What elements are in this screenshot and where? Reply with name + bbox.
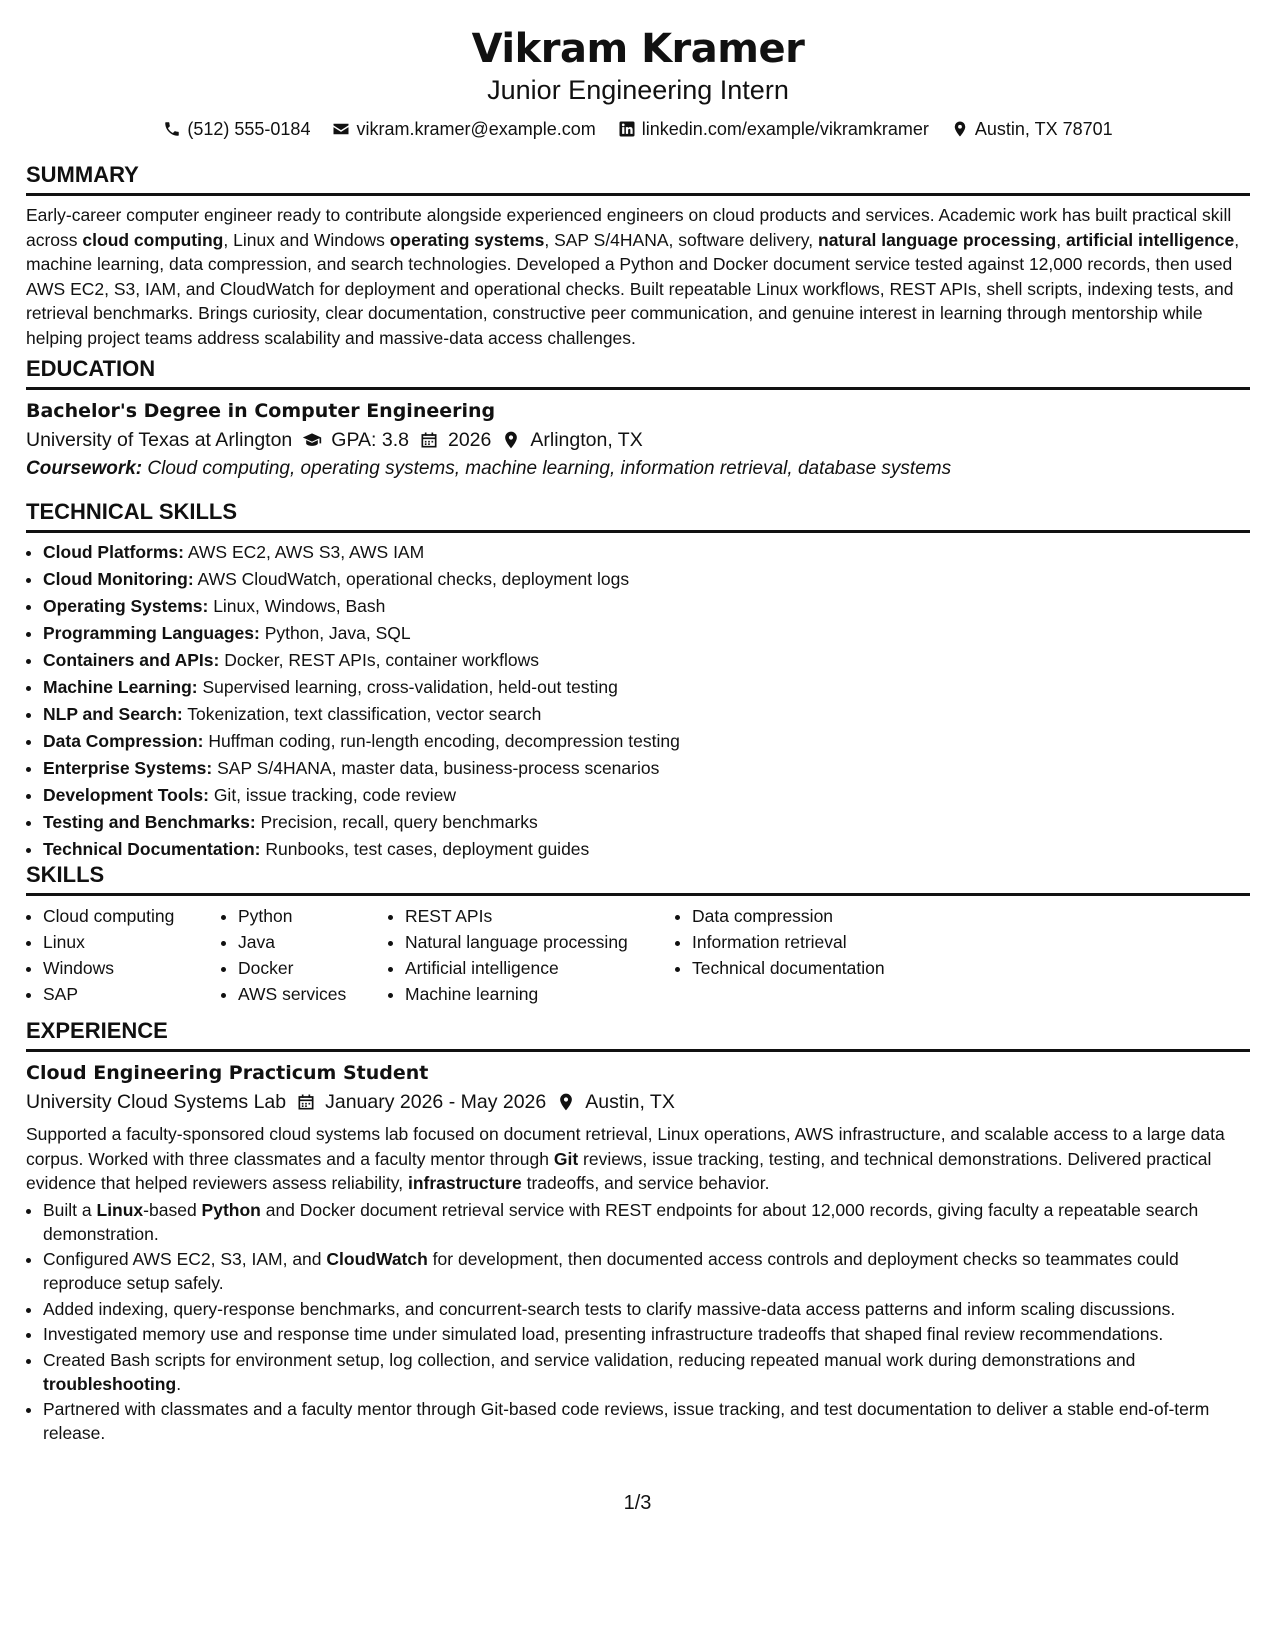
skill-values: Tokenization, text classification, vector search	[182, 704, 542, 724]
section-title-experience: EXPERIENCE	[26, 1018, 1250, 1052]
section-title-summary: SUMMARY	[26, 162, 1250, 196]
section-title-education: EDUCATION	[26, 356, 1250, 390]
job-dates-text: January 2026 - May 2026	[325, 1091, 547, 1113]
list-item	[43, 1247, 1250, 1295]
experience-section	[26, 1018, 1250, 1447]
map-pin-icon	[501, 430, 521, 450]
job-meta	[26, 1088, 1250, 1116]
summary-text-part: , SAP S/4HANA, software delivery,	[544, 229, 818, 250]
skills-column	[221, 903, 388, 1007]
skills-columns	[26, 903, 1250, 1007]
list-item	[43, 620, 1250, 647]
summary-highlight: cloud computing	[82, 229, 224, 250]
list-item: • Added indexing, query-response benchmarks, and concurrent-search tests to clarify massive-data access patterns and inform scaling discussions.	[43, 1297, 1250, 1321]
bullet-highlight: troubleshooting	[43, 1373, 177, 1394]
bullet-text-part: Configured AWS EC2, S3, IAM, and	[43, 1249, 327, 1269]
skill-category: Enterprise Systems:	[43, 758, 213, 778]
email-text: vikram.kramer@example.com	[356, 119, 596, 139]
technical-skills-section	[26, 499, 1250, 863]
job-bullets	[26, 1198, 1250, 1446]
summary-text-part: Early-career computer engineer ready to contribute alongside experienced engineers on cloud products and services. Academic work has built practical skill across	[26, 205, 1232, 250]
education-meta	[26, 426, 1250, 454]
coursework-text: Cloud computing, operating systems, machine learning, information retrieval, database systems	[142, 458, 952, 479]
list-item: • Windows	[43, 955, 221, 981]
calendar-icon	[419, 430, 439, 450]
list-item: • Technical documentation	[692, 955, 992, 981]
summary-text-part: ,	[1056, 229, 1066, 250]
summary-text-part: , machine learning, data compression, and search technologies. Developed a Python and Docker document service tested against 12,000 records, then used AWS EC2, S3, IAM, and CloudWatch for deployment and operational checks. Built repeatable Linux workflows, REST APIs, shell scripts, indexing tests, and retrieval benchmarks. Brings curiosity, clear documentation, constructive peer communication, and genuine interest in learning through mentorship while helping project teams address scalability and massive-data access challenges.	[26, 229, 1240, 348]
list-item	[43, 701, 1250, 728]
job-text-part: Supported a faculty-sponsored cloud systems lab focused on document retrieval, Linux operations, AWS infrastructure, and scalable access to a large data corpus. Worked with three classmates and a faculty mentor through	[26, 1124, 1225, 1169]
graduation-year	[419, 426, 491, 454]
coursework	[26, 455, 1250, 483]
envelope-icon	[332, 120, 350, 138]
list-item: • Docker	[238, 955, 388, 981]
year-text: 2026	[447, 429, 492, 451]
summary-text-part: , Linux and Windows	[223, 229, 390, 250]
skill-category: Containers and APIs:	[43, 650, 220, 670]
list-item	[43, 674, 1250, 701]
candidate-role: Junior Engineering Intern	[487, 75, 789, 105]
phone-text: (512) 555-0184	[187, 119, 311, 139]
skill-category: Programming Languages:	[43, 623, 260, 643]
skill-values: AWS EC2, AWS S3, AWS IAM	[183, 542, 425, 562]
job-location	[556, 1088, 675, 1116]
skill-values: AWS CloudWatch, operational checks, deployment logs	[193, 569, 630, 589]
phone-icon	[163, 120, 181, 138]
list-item: • REST APIs	[405, 903, 675, 929]
summary-text	[26, 203, 1250, 350]
bullet-text-part: Created Bash scripts for environment setup, log collection, and service validation, reducing repeated manual work during demonstrations and	[43, 1349, 1136, 1370]
list-item: • AWS services	[238, 981, 388, 1007]
organization-text: University Cloud Systems Lab	[26, 1091, 287, 1113]
list-item	[43, 755, 1250, 782]
list-item	[43, 1348, 1250, 1396]
list-item: • Java	[238, 929, 388, 955]
bullet-text-part: -based	[143, 1199, 202, 1220]
skill-category: Machine Learning:	[43, 677, 198, 697]
skill-values: Runbooks, test cases, deployment guides	[260, 839, 590, 859]
skill-values: Supervised learning, cross-validation, held-out testing	[197, 677, 618, 697]
bullet-text-part: for development, then documented access controls and deployment checks so teammates could reproduce setup safely.	[43, 1249, 1179, 1293]
resume-header	[26, 0, 1250, 141]
linkedin-icon	[618, 120, 636, 138]
list-item	[43, 836, 1250, 863]
bullet-text-part: and Docker document retrieval service with REST endpoints for about 12,000 records, giving faculty a repeatable search demonstration.	[43, 1199, 1199, 1244]
skill-category: Operating Systems:	[43, 596, 209, 616]
list-item: • Python	[238, 903, 388, 929]
list-item	[43, 1198, 1250, 1246]
calendar-icon	[296, 1092, 316, 1112]
gpa-text: GPA: 3.8	[331, 429, 409, 451]
skill-category: NLP and Search:	[43, 704, 183, 724]
organization	[26, 1088, 286, 1116]
summary-highlight: operating systems	[389, 229, 545, 250]
list-item: • Natural language processing	[405, 929, 675, 955]
skill-category: Testing and Benchmarks:	[43, 812, 256, 832]
list-item	[43, 728, 1250, 755]
summary-highlight: artificial intelligence	[1065, 229, 1235, 250]
list-item: • Linux	[43, 929, 221, 955]
skill-category: Technical Documentation:	[43, 839, 261, 859]
job-text-part: reviews, issue tracking, testing, and technical demonstrations. Delivered practical evidence that helped reviewers assess reliability,	[26, 1148, 1212, 1193]
list-item: • Partnered with classmates and a faculty mentor through Git-based code reviews, issue tracking, and test documentation to deliver a stable end-of-term release.	[43, 1397, 1250, 1445]
contact-line	[26, 117, 1250, 141]
list-item	[43, 566, 1250, 593]
school-text: University of Texas at Arlington	[26, 429, 293, 451]
contact-phone[interactable]	[163, 117, 310, 141]
job-title: Cloud Engineering Practicum Student	[26, 1062, 429, 1084]
skill-values: Precision, recall, query benchmarks	[255, 812, 538, 832]
skill-values: Git, issue tracking, code review	[208, 785, 456, 805]
summary-section	[26, 162, 1250, 350]
list-item: • Machine learning	[405, 981, 675, 1007]
skill-values: Python, Java, SQL	[259, 623, 411, 643]
list-item: • Information retrieval	[692, 929, 992, 955]
list-item: • Investigated memory use and response time under simulated load, presenting infrastructure tradeoffs that shaped final review recommendations.	[43, 1322, 1250, 1346]
skill-category: Development Tools:	[43, 785, 209, 805]
skill-category: Cloud Platforms:	[43, 542, 184, 562]
list-item: • SAP	[43, 981, 221, 1007]
list-item	[43, 782, 1250, 809]
job-highlight: infrastructure	[407, 1173, 522, 1193]
skill-values: Docker, REST APIs, container workflows	[219, 650, 539, 670]
bullet-highlight: Python	[201, 1199, 261, 1220]
skill-values: Linux, Windows, Bash	[208, 596, 386, 616]
job-location-text: Austin, TX	[585, 1091, 675, 1113]
job-dates	[296, 1088, 546, 1116]
education-section	[26, 356, 1250, 483]
contact-location	[951, 117, 1113, 141]
map-pin-icon	[951, 120, 969, 138]
list-item	[43, 539, 1250, 566]
list-item: • Artificial intelligence	[405, 955, 675, 981]
education-location-text: Arlington, TX	[530, 429, 643, 451]
skill-values: SAP S/4HANA, master data, business-process scenarios	[212, 758, 660, 778]
list-item: • Cloud computing	[43, 903, 221, 929]
skill-values: Huffman coding, run-length encoding, decompression testing	[203, 731, 680, 751]
candidate-name: Vikram Kramer	[471, 26, 805, 72]
bullet-highlight: Linux	[96, 1199, 144, 1220]
list-item	[43, 809, 1250, 836]
gpa	[302, 426, 409, 454]
linkedin-text: linkedin.com/example/vikramkramer	[641, 119, 929, 139]
technical-skills-list	[26, 539, 1250, 863]
location-text: Austin, TX 78701	[974, 119, 1113, 139]
list-item	[43, 593, 1250, 620]
school-name	[26, 426, 292, 454]
education-location	[501, 426, 642, 454]
page-number: 1/3	[623, 1492, 652, 1514]
section-title-technical-skills: TECHNICAL SKILLS	[26, 499, 1250, 533]
job-description	[26, 1122, 1250, 1196]
job-text-part: tradeoffs, and service behavior.	[521, 1173, 770, 1193]
skills-column	[26, 903, 221, 1007]
list-item: • Data compression	[692, 903, 992, 929]
skills-column	[388, 903, 675, 1007]
contact-email[interactable]	[332, 117, 595, 141]
map-pin-icon	[556, 1092, 576, 1112]
skill-category: Cloud Monitoring:	[43, 569, 194, 589]
skills-section	[26, 862, 1250, 1007]
skills-column	[675, 903, 992, 1007]
summary-highlight: natural language processing	[818, 229, 1057, 250]
job-highlight: Git	[553, 1148, 579, 1169]
bullet-text-part: Built a	[43, 1199, 97, 1220]
bullet-text-part: .	[176, 1373, 182, 1394]
bullet-highlight: CloudWatch	[326, 1249, 428, 1269]
degree-title: Bachelor's Degree in Computer Engineering	[26, 400, 496, 422]
coursework-label: Coursework:	[26, 458, 143, 479]
list-item	[43, 647, 1250, 674]
graduation-cap-icon	[302, 430, 322, 450]
skill-category: Data Compression:	[43, 731, 204, 751]
section-title-skills: SKILLS	[26, 862, 1250, 896]
contact-linkedin[interactable]	[618, 117, 929, 141]
